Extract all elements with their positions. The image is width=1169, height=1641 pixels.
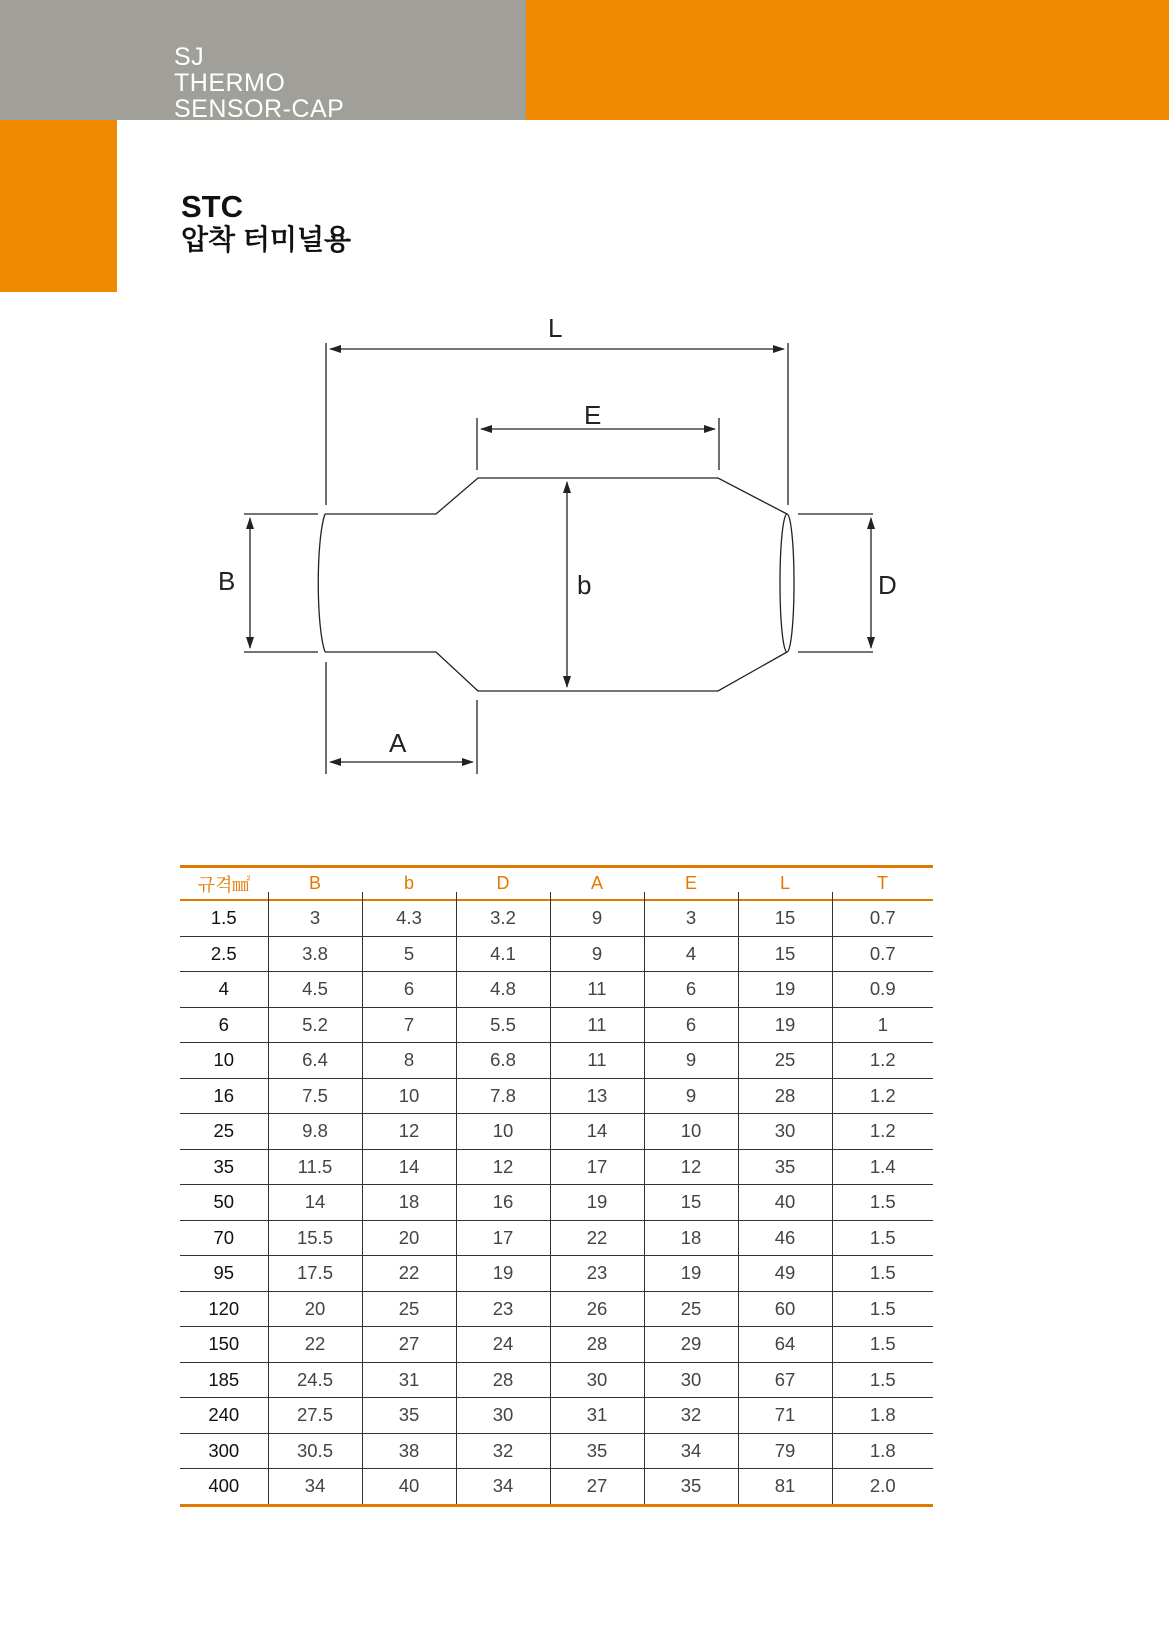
table-cell: 32 <box>456 1433 550 1469</box>
table-row <box>180 1398 933 1434</box>
dim-label-E: E <box>584 400 602 430</box>
table-cell: 1.8 <box>832 1398 933 1434</box>
table-cell: 11 <box>550 1007 644 1043</box>
table-cell: 40 <box>738 1185 832 1221</box>
table-cell: 71 <box>738 1398 832 1434</box>
table-cell: 67 <box>738 1362 832 1398</box>
table-cell: 17 <box>456 1220 550 1256</box>
table-cell: 46 <box>738 1220 832 1256</box>
table-cell: 0.7 <box>832 900 933 936</box>
product-code: STC <box>181 189 243 224</box>
table-row <box>180 1291 933 1327</box>
table-cell: 20 <box>268 1291 362 1327</box>
spec-table <box>180 865 933 1507</box>
product-name: 압착 터미널용 <box>181 224 352 255</box>
table-cell: 30.5 <box>268 1433 362 1469</box>
table-cell: 28 <box>550 1327 644 1363</box>
table-row <box>180 1362 933 1398</box>
table-cell: 28 <box>738 1078 832 1114</box>
table-cell: 18 <box>362 1185 456 1221</box>
table-cell: 28 <box>456 1362 550 1398</box>
table-cell: 3.8 <box>268 936 362 972</box>
spec-size-cell: 240 <box>180 1398 268 1434</box>
spec-size-cell: 10 <box>180 1043 268 1079</box>
table-cell: 9 <box>644 1078 738 1114</box>
table-cell: 1.2 <box>832 1114 933 1150</box>
table-row <box>180 1149 933 1185</box>
table-row <box>180 1043 933 1079</box>
table-cell: 1.8 <box>832 1433 933 1469</box>
table-cell: 20 <box>362 1220 456 1256</box>
spec-size-cell: 300 <box>180 1433 268 1469</box>
table-cell: 1.4 <box>832 1149 933 1185</box>
table-cell: 27 <box>550 1469 644 1506</box>
table-cell: 13 <box>550 1078 644 1114</box>
table-cell: 4.1 <box>456 936 550 972</box>
table-cell: 1 <box>832 1007 933 1043</box>
table-cell: 6 <box>644 972 738 1008</box>
table-cell: 10 <box>456 1114 550 1150</box>
table-cell: 23 <box>550 1256 644 1292</box>
table-header-row <box>180 867 933 901</box>
spec-size-cell: 95 <box>180 1256 268 1292</box>
table-cell: 8 <box>362 1043 456 1079</box>
table-cell: 49 <box>738 1256 832 1292</box>
table-cell: 31 <box>550 1398 644 1434</box>
table-cell: 30 <box>738 1114 832 1150</box>
table-cell: 15 <box>644 1185 738 1221</box>
table-cell: 5 <box>362 936 456 972</box>
table-cell: 40 <box>362 1469 456 1506</box>
table-cell: 1.5 <box>832 1185 933 1221</box>
table-cell: 17.5 <box>268 1256 362 1292</box>
table-cell: 35 <box>550 1433 644 1469</box>
table-cell: 34 <box>644 1433 738 1469</box>
dim-label-D: D <box>878 570 897 600</box>
side-orange-block <box>0 120 117 292</box>
table-cell: 6.4 <box>268 1043 362 1079</box>
brand-line: SENSOR-CAP <box>174 95 345 120</box>
table-cell: 27.5 <box>268 1398 362 1434</box>
table-cell: 1.5 <box>832 1291 933 1327</box>
table-cell: 10 <box>644 1114 738 1150</box>
table-cell: 25 <box>362 1291 456 1327</box>
table-cell: 18 <box>644 1220 738 1256</box>
table-cell: 30 <box>644 1362 738 1398</box>
table-cell: 3 <box>268 900 362 936</box>
spec-table-body <box>180 900 933 1505</box>
table-cell: 26 <box>550 1291 644 1327</box>
table-cell: 0.7 <box>832 936 933 972</box>
table-cell: 30 <box>550 1362 644 1398</box>
table-row <box>180 1327 933 1363</box>
table-cell: 25 <box>644 1291 738 1327</box>
table-cell: 11.5 <box>268 1149 362 1185</box>
header-gray-band <box>0 0 526 120</box>
table-row <box>180 1114 933 1150</box>
table-cell: 25 <box>738 1043 832 1079</box>
table-cell: 3 <box>644 900 738 936</box>
table-cell: 34 <box>456 1469 550 1506</box>
table-cell: 4 <box>644 936 738 972</box>
table-cell: 15 <box>738 900 832 936</box>
table-cell: 7.8 <box>456 1078 550 1114</box>
table-cell: 30 <box>456 1398 550 1434</box>
table-cell: 38 <box>362 1433 456 1469</box>
table-row <box>180 1185 933 1221</box>
table-cell: 19 <box>738 1007 832 1043</box>
cap-outline-top <box>325 478 787 514</box>
table-cell: 22 <box>550 1220 644 1256</box>
table-cell: 19 <box>550 1185 644 1221</box>
table-cell: 19 <box>738 972 832 1008</box>
spec-size-cell: 4 <box>180 972 268 1008</box>
table-cell: 27 <box>362 1327 456 1363</box>
table-cell: 11 <box>550 972 644 1008</box>
brand-line: SJ <box>174 43 205 71</box>
cap-left-end <box>318 514 325 652</box>
spec-size-cell: 50 <box>180 1185 268 1221</box>
table-cell: 16 <box>456 1185 550 1221</box>
spec-size-cell: 6 <box>180 1007 268 1043</box>
spec-size-cell: 70 <box>180 1220 268 1256</box>
table-cell: 22 <box>362 1256 456 1292</box>
table-cell: 6.8 <box>456 1043 550 1079</box>
table-cell: 24.5 <box>268 1362 362 1398</box>
cap-right-end <box>780 514 794 652</box>
table-cell: 19 <box>456 1256 550 1292</box>
header-orange-band <box>526 0 1169 120</box>
spec-size-cell: 25 <box>180 1114 268 1150</box>
table-cell: 6 <box>644 1007 738 1043</box>
table-cell: 15 <box>738 936 832 972</box>
brand-name <box>174 44 344 120</box>
table-cell: 12 <box>644 1149 738 1185</box>
table-cell: 12 <box>456 1149 550 1185</box>
spec-size-cell: 150 <box>180 1327 268 1363</box>
spec-size-cell: 16 <box>180 1078 268 1114</box>
table-cell: 35 <box>362 1398 456 1434</box>
table-cell: 3.2 <box>456 900 550 936</box>
col-header-B: B <box>268 867 362 901</box>
table-row <box>180 1469 933 1506</box>
cap-outline-bottom <box>325 652 787 691</box>
table-row <box>180 1220 933 1256</box>
table-cell: 9 <box>644 1043 738 1079</box>
table-cell: 6 <box>362 972 456 1008</box>
table-cell: 81 <box>738 1469 832 1506</box>
table-cell: 9.8 <box>268 1114 362 1150</box>
table-cell: 1.5 <box>832 1256 933 1292</box>
table-cell: 4.8 <box>456 972 550 1008</box>
dim-label-b: b <box>577 570 592 600</box>
table-cell: 22 <box>268 1327 362 1363</box>
table-cell: 4.3 <box>362 900 456 936</box>
dim-label-L: L <box>548 313 563 343</box>
table-cell: 24 <box>456 1327 550 1363</box>
table-cell: 9 <box>550 936 644 972</box>
table-cell: 35 <box>644 1469 738 1506</box>
table-row <box>180 1433 933 1469</box>
dimension-diagram <box>0 300 1169 780</box>
table-cell: 4.5 <box>268 972 362 1008</box>
table-cell: 34 <box>268 1469 362 1506</box>
table-cell: 12 <box>362 1114 456 1150</box>
table-row <box>180 1007 933 1043</box>
spec-size-cell: 185 <box>180 1362 268 1398</box>
col-header-E: E <box>644 867 738 901</box>
col-header-L: L <box>738 867 832 901</box>
table-row <box>180 936 933 972</box>
table-cell: 79 <box>738 1433 832 1469</box>
table-cell: 29 <box>644 1327 738 1363</box>
table-cell: 14 <box>362 1149 456 1185</box>
table-cell: 1.5 <box>832 1327 933 1363</box>
table-cell: 23 <box>456 1291 550 1327</box>
col-header-b: b <box>362 867 456 901</box>
table-cell: 9 <box>550 900 644 936</box>
table-row <box>180 972 933 1008</box>
spec-size-cell: 2.5 <box>180 936 268 972</box>
table-cell: 0.9 <box>832 972 933 1008</box>
table-cell: 2.0 <box>832 1469 933 1506</box>
table-cell: 7 <box>362 1007 456 1043</box>
table-cell: 1.5 <box>832 1362 933 1398</box>
table-cell: 7.5 <box>268 1078 362 1114</box>
table-cell: 11 <box>550 1043 644 1079</box>
table-cell: 1.5 <box>832 1220 933 1256</box>
table-cell: 1.2 <box>832 1078 933 1114</box>
col-header-T: T <box>832 867 933 901</box>
dim-label-A: A <box>389 728 407 758</box>
table-cell: 14 <box>268 1185 362 1221</box>
dim-label-B: B <box>218 566 236 596</box>
table-cell: 5.5 <box>456 1007 550 1043</box>
table-cell: 17 <box>550 1149 644 1185</box>
spec-size-cell: 400 <box>180 1469 268 1506</box>
table-row <box>180 900 933 936</box>
col-header-D: D <box>456 867 550 901</box>
col-header-A: A <box>550 867 644 901</box>
table-cell: 60 <box>738 1291 832 1327</box>
spec-size-cell: 120 <box>180 1291 268 1327</box>
table-cell: 14 <box>550 1114 644 1150</box>
table-row <box>180 1256 933 1292</box>
table-cell: 35 <box>738 1149 832 1185</box>
spec-size-cell: 1.5 <box>180 900 268 936</box>
table-cell: 31 <box>362 1362 456 1398</box>
table-cell: 19 <box>644 1256 738 1292</box>
table-cell: 15.5 <box>268 1220 362 1256</box>
table-row <box>180 1078 933 1114</box>
table-cell: 32 <box>644 1398 738 1434</box>
col-header-spec: 규격㎟ <box>180 867 268 901</box>
spec-size-cell: 35 <box>180 1149 268 1185</box>
brand-line: THERMO <box>174 69 286 97</box>
table-cell: 10 <box>362 1078 456 1114</box>
table-cell: 5.2 <box>268 1007 362 1043</box>
table-cell: 64 <box>738 1327 832 1363</box>
table-cell: 1.2 <box>832 1043 933 1079</box>
